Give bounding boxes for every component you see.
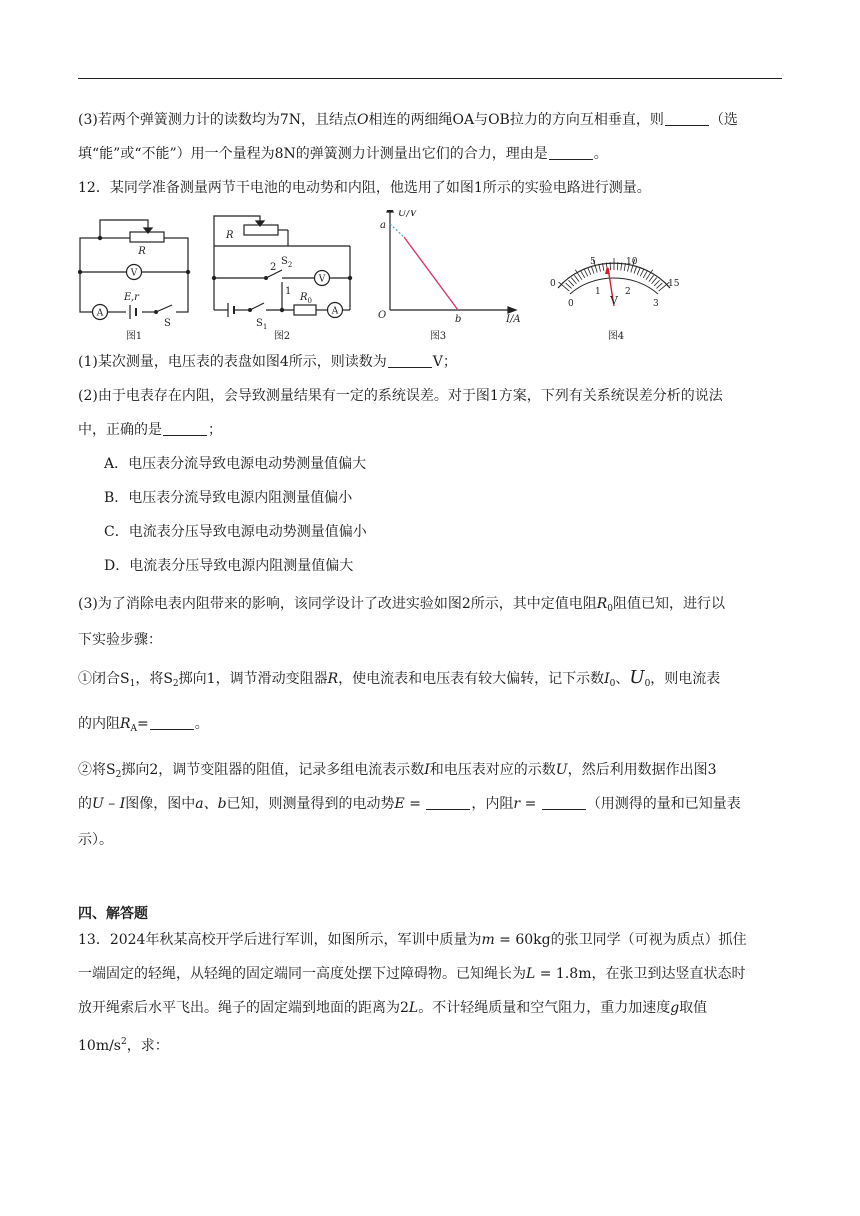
fig2-S1-label: $S_1$ bbox=[256, 318, 268, 331]
fig4-top-0: 0 bbox=[550, 279, 556, 289]
fig3-xlabel: I/A bbox=[506, 314, 521, 325]
header-rule bbox=[78, 78, 782, 79]
fig2-R-label: R bbox=[226, 230, 234, 241]
fig1-r-label: ,r bbox=[131, 292, 139, 303]
dial-tick bbox=[656, 283, 662, 288]
dial-tick bbox=[571, 278, 576, 284]
q12-part1: (1)某次测量，电压表的表盘如图4所示，则读数为 V； bbox=[78, 354, 457, 370]
q13-line2: 一端固定的轻绳，从轻绳的固定端同一高度处摆下过障碍物。已知绳长为L = 1.8m，在张卫到达竖直状态时 bbox=[78, 966, 746, 982]
answer-blank bbox=[388, 353, 432, 368]
fig4-bottom-2: 2 bbox=[625, 287, 631, 297]
dial-tick bbox=[584, 269, 588, 276]
fig3-b-label: b bbox=[455, 314, 462, 325]
dial-tick bbox=[591, 266, 594, 274]
option-c: C．电流表分压导致电源电动势测量值偏小 bbox=[104, 524, 367, 540]
option-d: D．电流表分压导致电源内阻测量值偏大 bbox=[104, 558, 354, 574]
fig1-ammeter-label: A bbox=[96, 308, 104, 319]
q11-part3: (3)若两个弹簧测力计的读数均为7N，且结点O相连的两细绳OA与OB拉力的方向互相垂直，则 （选 bbox=[78, 112, 738, 128]
step-2-line2: 的U – I图像，图中a、b已知，则测量得到的电动势E = ，内阻r = （用测得的量和已知量表 bbox=[78, 796, 741, 812]
fig3-ylabel: U/V bbox=[398, 210, 418, 219]
fig3-a-label: a bbox=[380, 220, 386, 231]
dial-tick bbox=[637, 267, 640, 274]
fig4-bottom-3: 3 bbox=[653, 299, 659, 309]
step-1: ①闭合$S_1$，将$S_2$掷向1，调节滑动变阻器R，使电流表和电压表有较大偏转，记下示数$I_0$、$U_0$，则电流表 bbox=[78, 667, 721, 689]
dial-tick bbox=[566, 283, 572, 288]
fig2-pos2-label: 2 bbox=[270, 262, 277, 273]
dial-tick bbox=[568, 280, 574, 286]
dial-tick bbox=[649, 275, 654, 281]
fig1-voltmeter-label: V bbox=[130, 268, 138, 279]
fig4-top-10: 10 bbox=[626, 257, 638, 267]
dial-tick bbox=[640, 269, 644, 276]
fig1-S-label: S bbox=[164, 318, 171, 329]
q12-part2: (2)由于电表存在内阻，会导致测量结果有一定的系统误差。对于图1方案，下列有关系统误差分析的说法 bbox=[78, 388, 723, 404]
fig2-S2-label: $S_2$ bbox=[281, 256, 293, 269]
dial-tick bbox=[654, 280, 660, 286]
dial-tick bbox=[643, 271, 647, 278]
fig4-unit: V bbox=[610, 294, 618, 307]
step-2: ②将$S_2$掷向2，调节变阻器的阻值，记录多组电流表示数I和电压表对应的示数U，然后利用数据作出图3 bbox=[78, 762, 717, 780]
figures-row bbox=[78, 210, 688, 345]
q13-line3: 放开绳索后水平飞出。绳子的固定端到地面的距离为2L。不计轻绳质量和空气阻力，重力加速度g取值 bbox=[78, 1000, 708, 1016]
fig4-bottom-0: 0 bbox=[568, 299, 574, 309]
fig1-E-label: E bbox=[124, 292, 132, 303]
q13-line4: $10m/s^2$，求： bbox=[78, 1037, 169, 1054]
section-title: 四、解答题 bbox=[78, 906, 148, 922]
answer-blank bbox=[163, 421, 207, 436]
fig2-voltmeter-label: V bbox=[318, 274, 326, 285]
q12-intro: 12．某同学准备测量两节干电池的电动势和内阻，他选用了如图1所示的实验电路进行测量。 bbox=[78, 180, 651, 196]
dial-tick bbox=[559, 282, 570, 291]
q12-part3: (3)为了消除电表内阻带来的影响，该同学设计了改进实验如图2所示，其中定值电阻$R_0$阻值已知，进行以 bbox=[78, 596, 726, 614]
dial-tick bbox=[652, 278, 657, 284]
q12-part2-line2: 中，正确的是 ； bbox=[78, 422, 222, 438]
fig1-caption: 图1 bbox=[125, 331, 143, 342]
q13-line1: 13．2024年秋某高校开学后进行军训，如图所示，军训中质量为m = 60kg的张卫同学（可视为质点）抓住 bbox=[78, 932, 747, 948]
step-1-line2: 的内阻$R_A=$ 。 bbox=[78, 716, 209, 734]
dial-tick bbox=[634, 266, 637, 274]
answer-blank bbox=[549, 145, 593, 160]
option-b: B．电压表分流导致电源内阻测量值偏小 bbox=[104, 490, 353, 506]
fig3-origin-label: O bbox=[378, 310, 387, 321]
q11-part3-line2: 填“能”或“不能”）用一个量程为8N的弹簧测力计测量出它们的合力，理由是 。 bbox=[78, 146, 608, 162]
fig3-caption: 图3 bbox=[429, 331, 447, 342]
figure-3-graph bbox=[387, 210, 516, 313]
dial-tick bbox=[588, 267, 591, 274]
dial-tick bbox=[574, 275, 579, 281]
answer-blank bbox=[150, 715, 194, 730]
fig1-R-label: R bbox=[138, 246, 146, 257]
fig2-ammeter-label: A bbox=[331, 306, 339, 317]
fig4-top-5: 5 bbox=[590, 257, 596, 267]
dial-tick bbox=[581, 271, 585, 278]
answer-blank bbox=[665, 111, 709, 126]
fig4-caption: 图4 bbox=[607, 331, 625, 342]
fig4-top-15: 15 bbox=[668, 279, 680, 289]
answer-blank bbox=[542, 795, 586, 810]
fig2-R0-label: $R_0$ bbox=[300, 292, 312, 305]
answer-blank bbox=[426, 795, 470, 810]
option-a: A．电压表分流导致电源电动势测量值偏大 bbox=[104, 456, 367, 472]
q12-part3-line2: 下实验步骤： bbox=[78, 632, 162, 648]
fig2-pos1-label: 1 bbox=[285, 286, 292, 297]
fig2-caption: 图2 bbox=[273, 331, 291, 342]
fig4-bottom-1: 1 bbox=[595, 287, 601, 297]
step-2-line3: 示）。 bbox=[78, 832, 113, 848]
